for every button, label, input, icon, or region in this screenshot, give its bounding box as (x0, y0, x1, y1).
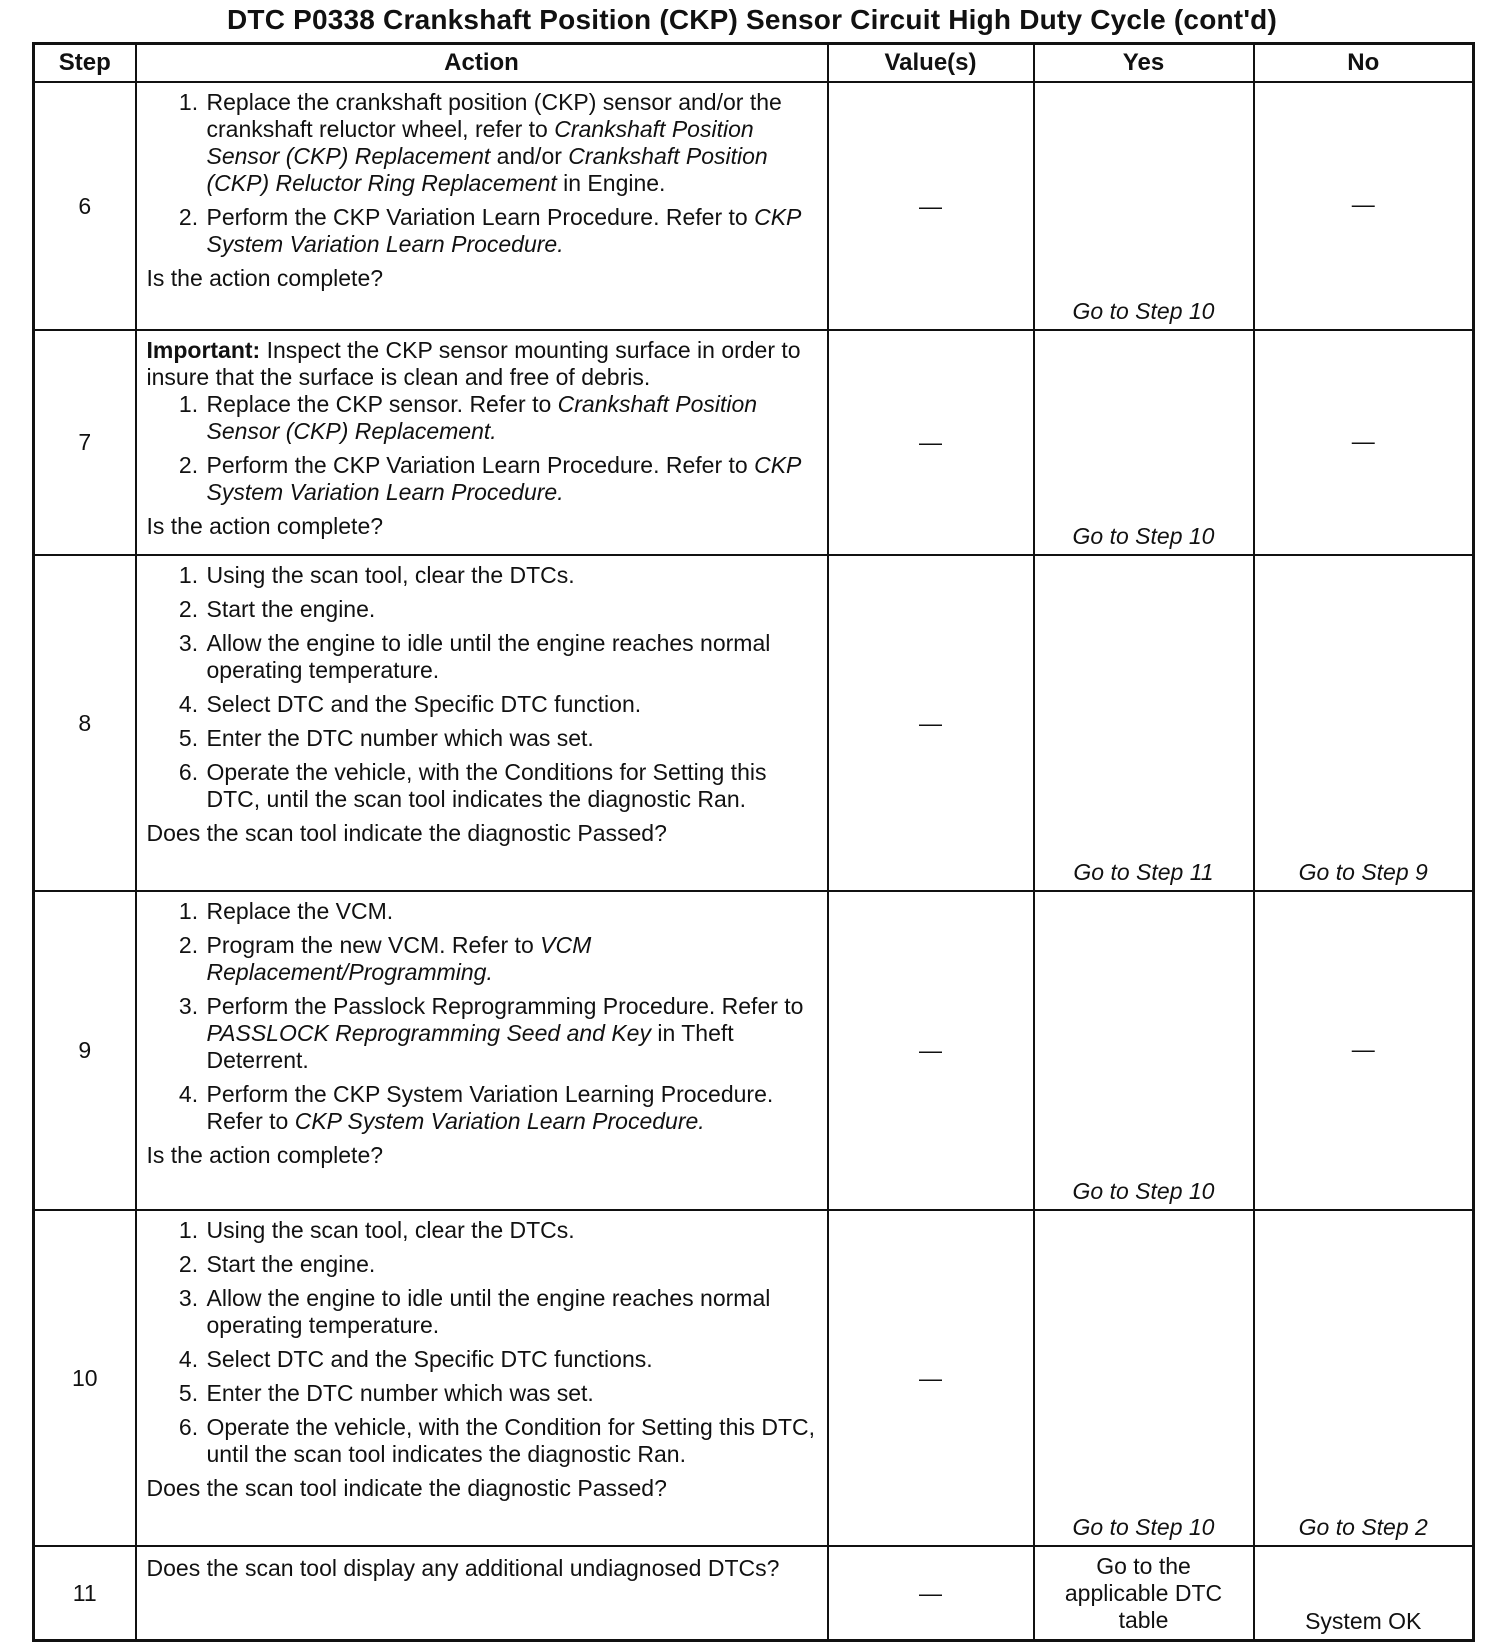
action-question: Does the scan tool display any additional undiagnosed DTCs? (146, 1555, 780, 1582)
action-step: 2. Start the engine. (205, 1251, 817, 1278)
step-number: 8 (34, 555, 136, 891)
reference-link-text: Crankshaft Position (CKP) Reluctor Ring Replacement (206, 143, 768, 196)
table-row (34, 82, 1474, 330)
table-row (34, 1210, 1474, 1546)
page-title: DTC P0338 Crankshaft Position (CKP) Sensor Circuit High Duty Cycle (cont'd) (226, 4, 1278, 35)
table-body (34, 82, 1474, 1641)
important-label: Important: (146, 337, 261, 364)
action-question: Does the scan tool indicate the diagnostic Passed? (146, 1475, 667, 1502)
header-no: No (1254, 44, 1474, 83)
action-question: Is the action complete? (146, 1141, 384, 1168)
step-number: 7 (34, 330, 136, 555)
action-steps (147, 562, 817, 813)
step-number: 6 (34, 82, 136, 330)
value-cell: — (828, 891, 1034, 1211)
action-step: 4. Select DTC and the Specific DTC functions. (205, 1346, 817, 1373)
reference-link-text: Crankshaft Position Sensor (CKP) Replacement (206, 116, 754, 169)
yes-outcome: Go to the applicable DTC table (1034, 1546, 1254, 1640)
step-number: 9 (34, 891, 136, 1211)
header-value: Value(s) (828, 44, 1034, 83)
header-row (34, 44, 1474, 83)
table-row (34, 330, 1474, 555)
header-step: Step (34, 44, 136, 83)
action-step: 6. Operate the vehicle, with the Condition for Setting this DTC, until the scan tool indicates the diagnostic Ran. (205, 1414, 817, 1468)
reference-link-text: CKP System Variation Learn Procedure. (206, 452, 801, 506)
no-outcome: — (1254, 82, 1474, 330)
table-row (34, 555, 1474, 891)
action-question: Is the action complete? (146, 513, 384, 540)
action-steps (147, 898, 817, 1135)
action-question: Does the scan tool indicate the diagnostic Passed? (146, 820, 667, 847)
table-row (34, 1546, 1474, 1640)
action-cell (136, 555, 828, 891)
reference-link-text: VCM Replacement/Programming. (206, 931, 592, 985)
reference-link-text: Crankshaft Position Sensor (CKP) Replacement. (206, 391, 758, 445)
value-cell: — (828, 82, 1034, 330)
reference-link-text: PASSLOCK Reprogramming Seed and Key (206, 1019, 651, 1046)
action-cell (136, 891, 828, 1211)
action-cell (136, 1210, 828, 1546)
step-number: 11 (34, 1546, 136, 1640)
diagnostic-table (32, 42, 1475, 1642)
reference-link-text: CKP System Variation Learn Procedure. (206, 204, 801, 257)
action-step: 3. Allow the engine to idle until the engine reaches normal operating temperature. (205, 1285, 817, 1339)
action-step: 3. Perform the Passlock Reprogramming Procedure. Refer to PASSLOCK Reprogramming Seed and Key in Theft Deterrent. (205, 993, 817, 1074)
action-step: 1. Replace the crankshaft position (CKP) sensor and/or the crankshaft reluctor wheel, refer to Crankshaft Position Sensor (CKP) Replacement and/or Crankshaft Position (CKP) Reluctor Ring Replacement in Engine. (205, 89, 817, 197)
value-cell: — (828, 1210, 1034, 1546)
no-outcome: — (1254, 891, 1474, 1211)
action-step: 2. Perform the CKP Variation Learn Procedure. Refer to CKP System Variation Learn Procedure. (205, 204, 817, 258)
action-question: Is the action complete? (146, 265, 384, 291)
no-outcome: Go to Step 9 (1254, 555, 1474, 891)
yes-outcome: Go to Step 10 (1034, 891, 1254, 1211)
step-number: 10 (34, 1210, 136, 1546)
action-step: 4. Perform the CKP System Variation Learning Procedure. Refer to CKP System Variation Learn Procedure. (205, 1081, 817, 1135)
header-action: Action (136, 44, 828, 83)
action-step: 2. Perform the CKP Variation Learn Procedure. Refer to CKP System Variation Learn Procedure. (205, 452, 817, 506)
value-cell: — (828, 330, 1034, 555)
action-step: 5. Enter the DTC number which was set. (205, 725, 817, 752)
important-text: Inspect the CKP sensor mounting surface in order to insure that the surface is clean and free of debris. (146, 337, 801, 391)
important-note (147, 337, 817, 391)
yes-outcome: Go to Step 11 (1034, 555, 1254, 891)
action-step: 2. Start the engine. (205, 596, 817, 623)
action-step: 5. Enter the DTC number which was set. (205, 1380, 817, 1407)
action-cell (136, 330, 828, 555)
action-steps (147, 89, 817, 258)
action-step: 1. Using the scan tool, clear the DTCs. (205, 562, 817, 589)
yes-outcome: Go to Step 10 (1034, 1210, 1254, 1546)
no-outcome: System OK (1254, 1546, 1474, 1640)
action-step: 3. Allow the engine to idle until the engine reaches normal operating temperature. (205, 630, 817, 684)
reference-link-text: CKP System Variation Learn Procedure. (294, 1107, 705, 1134)
action-step: 6. Operate the vehicle, with the Conditions for Setting this DTC, until the scan tool indicates the diagnostic Ran. (205, 759, 817, 813)
action-step: 1. Replace the CKP sensor. Refer to Crankshaft Position Sensor (CKP) Replacement. (205, 391, 817, 445)
table-row (34, 891, 1474, 1211)
action-cell (136, 1546, 828, 1640)
action-steps (147, 1217, 817, 1468)
action-step: 2. Program the new VCM. Refer to VCM Replacement/Programming. (205, 932, 817, 986)
action-step: 1. Using the scan tool, clear the DTCs. (205, 1217, 817, 1244)
action-step: 1. Replace the VCM. (205, 898, 817, 925)
header-yes: Yes (1034, 44, 1254, 83)
no-outcome: Go to Step 2 (1254, 1210, 1474, 1546)
value-cell: — (828, 1546, 1034, 1640)
action-steps (147, 391, 817, 506)
yes-outcome: Go to Step 10 (1034, 82, 1254, 330)
value-cell: — (828, 555, 1034, 891)
action-cell (136, 82, 828, 330)
no-outcome: — (1254, 330, 1474, 555)
action-step: 4. Select DTC and the Specific DTC function. (205, 691, 817, 718)
yes-outcome: Go to Step 10 (1034, 330, 1254, 555)
